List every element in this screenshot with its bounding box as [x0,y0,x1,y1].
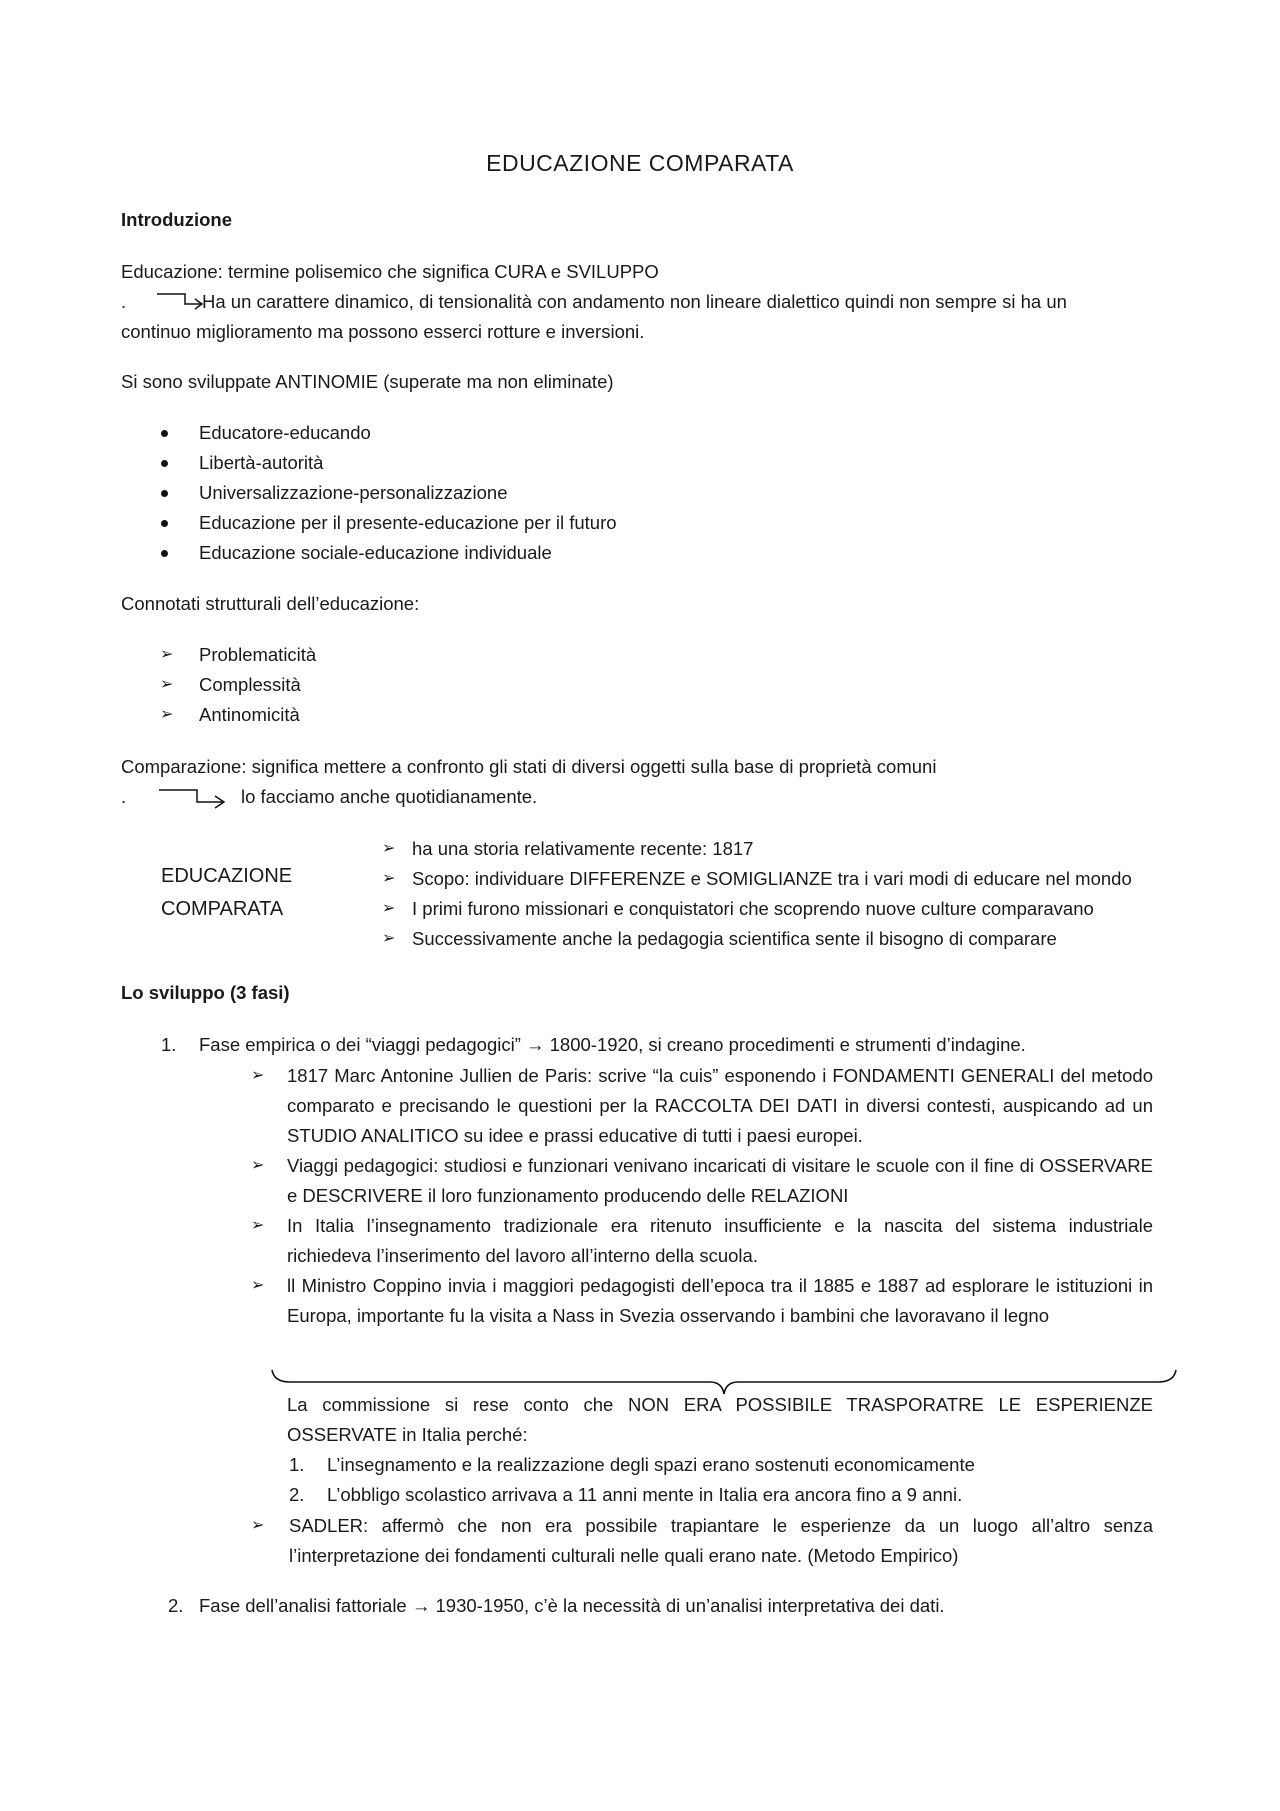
phase1-point: 1817 Marc Antonine Jullien de Paris: scrive “la cuis” esponendo i FONDAMENTI GENERALI del metodo comparato e precisando le questioni per la RACCOLTA DEI DATI in diversi contesti, auspicando ad un STUDIO ANALITICO su idee e prassi educative di tutti i paesi europei. [287,1065,1153,1146]
curved-arrow-icon [157,786,229,812]
structural-item: Antinomicità [199,704,300,725]
sadler-text: SADLER: affermò che non era possibile trapiantare le esperienze da un luogo all’altro senza l’interpretazione dei fondamenti culturali nelle quali erano nate. (Metodo Empirico) [289,1515,1153,1566]
arrow-bullet-icon: ➢ [160,676,174,693]
phase1-point: ll Ministro Coppino invia i maggiori pedagogisti dell’epoca tra il 1885 e 1887 ad esplorare le istituzioni in Europa, importante fu la visita a Nass in Svezia osservando i bambini che lavoravano il legno [287,1275,1153,1326]
antinomy-item: Libertà-autorità [199,452,324,473]
phase2-text: Fase dell’analisi fattoriale → 1930-1950, c’è la necessità di un’analisi interpretativa dei dati. [199,1595,945,1616]
arrow-bullet-icon: ➢ [382,930,396,947]
dot-mark: . [121,291,127,312]
arrow-bullet-icon: ➢ [160,646,174,663]
antinomy-item: Universalizzazione-personalizzazione [199,482,508,503]
bullet-icon [161,490,168,497]
curved-arrow-icon [155,290,205,316]
arrow-bullet-icon: ➢ [251,1277,265,1294]
bullet-icon [161,430,168,437]
bullet-icon [161,550,168,557]
phase1-point: Viaggi pedagogici: studiosi e funzionari venivano incaricati di visitare le scuole con il fine di OSSERVARE e DESCRIVERE il loro funzionamento producendo delle RELAZIONI [287,1155,1153,1206]
arrow-bullet-icon: ➢ [251,1067,265,1084]
structural-intro: Connotati strutturali dell’educazione: [121,593,420,614]
ec-label-line2: COMPARATA [161,898,284,920]
antinomy-item: Educazione per il presente-educazione per il futuro [199,512,617,533]
reason-number: 2. [289,1484,305,1505]
arrow-bullet-icon: ➢ [251,1157,265,1174]
reason-text: L’obbligo scolastico arrivava a 11 anni mente in Italia era ancora fino a 9 anni. [327,1484,963,1505]
bullet-icon [161,460,168,467]
intro-heading: Introduzione [121,209,232,230]
arrow-bullet-icon: ➢ [251,1217,265,1234]
education-definition: Educazione: termine polisemico che significa CURA e SVILUPPO [121,261,659,282]
education-note-line1: Ha un carattere dinamico, di tensionalità con andamento non lineare dialettico quindi non sempre si ha un [202,291,1067,312]
antinomy-item: Educazione sociale-educazione individuale [199,542,552,563]
dot-mark: . [121,786,127,807]
arrow-bullet-icon: ➢ [382,900,396,917]
structural-item: Problematicità [199,644,317,665]
arrow-bullet-icon: ➢ [160,706,174,723]
arrow-bullet-icon: ➢ [382,870,396,887]
ec-point: ha una storia relativamente recente: 1817 [412,838,754,859]
antinomies-intro: Si sono sviluppate ANTINOMIE (superate ma non eliminate) [121,371,614,392]
antinomy-item: Educatore-educando [199,422,371,443]
ec-label-line1: EDUCAZIONE [161,865,293,887]
reason-text: L’insegnamento e la realizzazione degli spazi erano sostenuti economicamente [327,1454,975,1475]
phase2-number: 2. [168,1595,184,1616]
page-title: EDUCAZIONE COMPARATA [486,150,794,176]
phase1-point: In Italia l’insegnamento tradizionale era ritenuto insufficiente e la nascita del sistema industriale richiedeva l’inserimento del lavoro all’interno della scuola. [287,1215,1153,1266]
ec-point: Scopo: individuare DIFFERENZE e SOMIGLIANZE tra i vari modi di educare nel mondo [412,868,1132,889]
commission-text: La commissione si rese conto che NON ERA POSSIBILE TRASPORATRE LE ESPERIENZE OSSERVATE in Italia perché: [287,1394,1153,1445]
development-heading: Lo sviluppo (3 fasi) [121,982,290,1003]
phase1-text: Fase empirica o dei “viaggi pedagogici” → 1800-1920, si creano procedimenti e strumenti d’indagine. [199,1034,1026,1055]
reason-number: 1. [289,1454,305,1475]
comparison-note: lo facciamo anche quotidianamente. [241,786,538,807]
ec-point: I primi furono missionari e conquistatori che scoprendo nuove culture comparavano [412,898,1094,919]
bullet-icon [161,520,168,527]
arrow-bullet-icon: ➢ [251,1517,265,1534]
arrow-bullet-icon: ➢ [382,840,396,857]
ec-point: Successivamente anche la pedagogia scientifica sente il bisogno di comparare [412,928,1057,949]
phase1-number: 1. [161,1034,177,1055]
structural-item: Complessità [199,674,301,695]
education-note-line2: continuo miglioramento ma possono esserci rotture e inversioni. [121,321,645,342]
comparison-definition: Comparazione: significa mettere a confronto gli stati di diversi oggetti sulla base di proprietà comuni [121,756,937,777]
